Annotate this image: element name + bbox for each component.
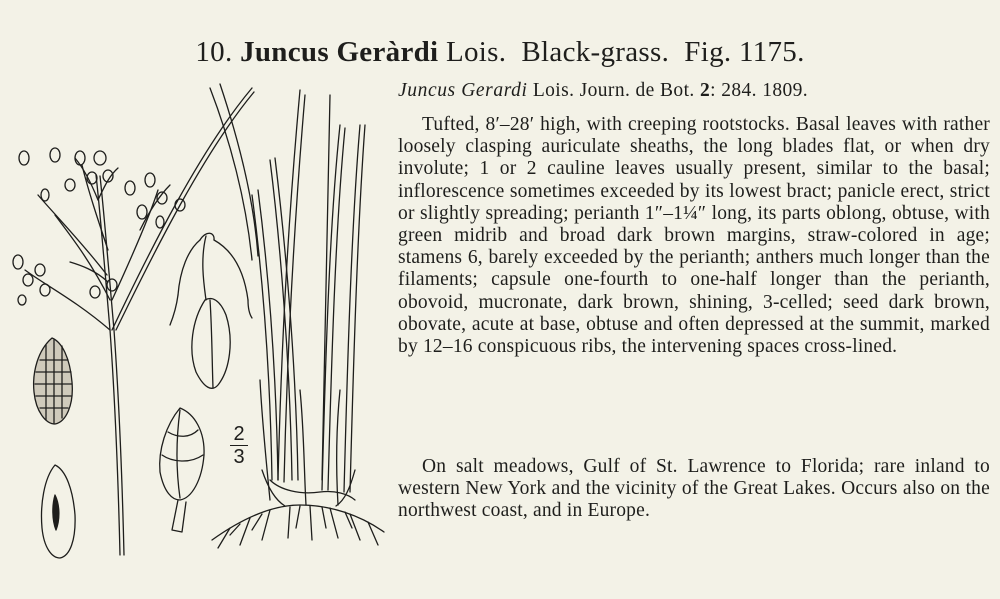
- seed-detail-drawing: [34, 338, 73, 424]
- rootstock-drawing: [212, 505, 384, 548]
- seed-section-drawing: [42, 465, 76, 558]
- citation-line: [398, 80, 978, 102]
- scale-denominator: 3: [233, 446, 245, 468]
- species-number: 10.: [195, 36, 233, 68]
- citation-reference: Lois. Journ. de Bot.: [532, 80, 695, 101]
- figure-reference: Fig. 1175.: [684, 36, 805, 68]
- citation-page-year: : 284. 1809.: [710, 80, 809, 101]
- species-description: Tufted, 8′–28′ high, with creeping rootstocks. Basal leaves with rather loosely clasping auriculate sheaths, the long blades flat, or when dry involute; 1 or 2 cauline leaves usually present, similar to the basal; inflorescence sometimes exceeded by its lowest bract; panicle erect, strict or slightly spreading; perianth 1″–1¼″ long, its parts oblong, obtuse, with green midrib and broad dark brown margins, straw-colored in age; stamens 6, barely exceeded by the perianth; anthers much longer than the filaments; capsule one-fourth to one-half longer than the perianth, obovoid, mucronate, dark brown, shining, 3-celled; seed dark brown, obovate, acute at base, obtuse and often depressed at the summit, marked by 12–16 conspicuous ribs, the intervening spaces cross-lined.: [398, 114, 990, 358]
- capsule-detail-drawing: [170, 233, 252, 388]
- citation-volume: 2: [699, 80, 711, 101]
- species-authority: Lois.: [445, 36, 507, 68]
- citation-name: Juncus Gerardi: [398, 80, 528, 101]
- species-name: Juncus Geràrdi: [240, 36, 439, 68]
- scale-fraction: [228, 424, 250, 467]
- botanical-illustration: [0, 62, 400, 599]
- flower-detail-drawing: [160, 408, 204, 532]
- flower-buds-drawing: [13, 148, 185, 305]
- common-name: Black-grass.: [521, 36, 670, 68]
- habitat-paragraph: On salt meadows, Gulf of St. Lawrence to Florida; rare inland to western New York and the vicinity of the Great Lakes. Occurs also on the northwest coast, and in Europe.: [398, 456, 990, 522]
- scale-numerator: 2: [233, 423, 245, 445]
